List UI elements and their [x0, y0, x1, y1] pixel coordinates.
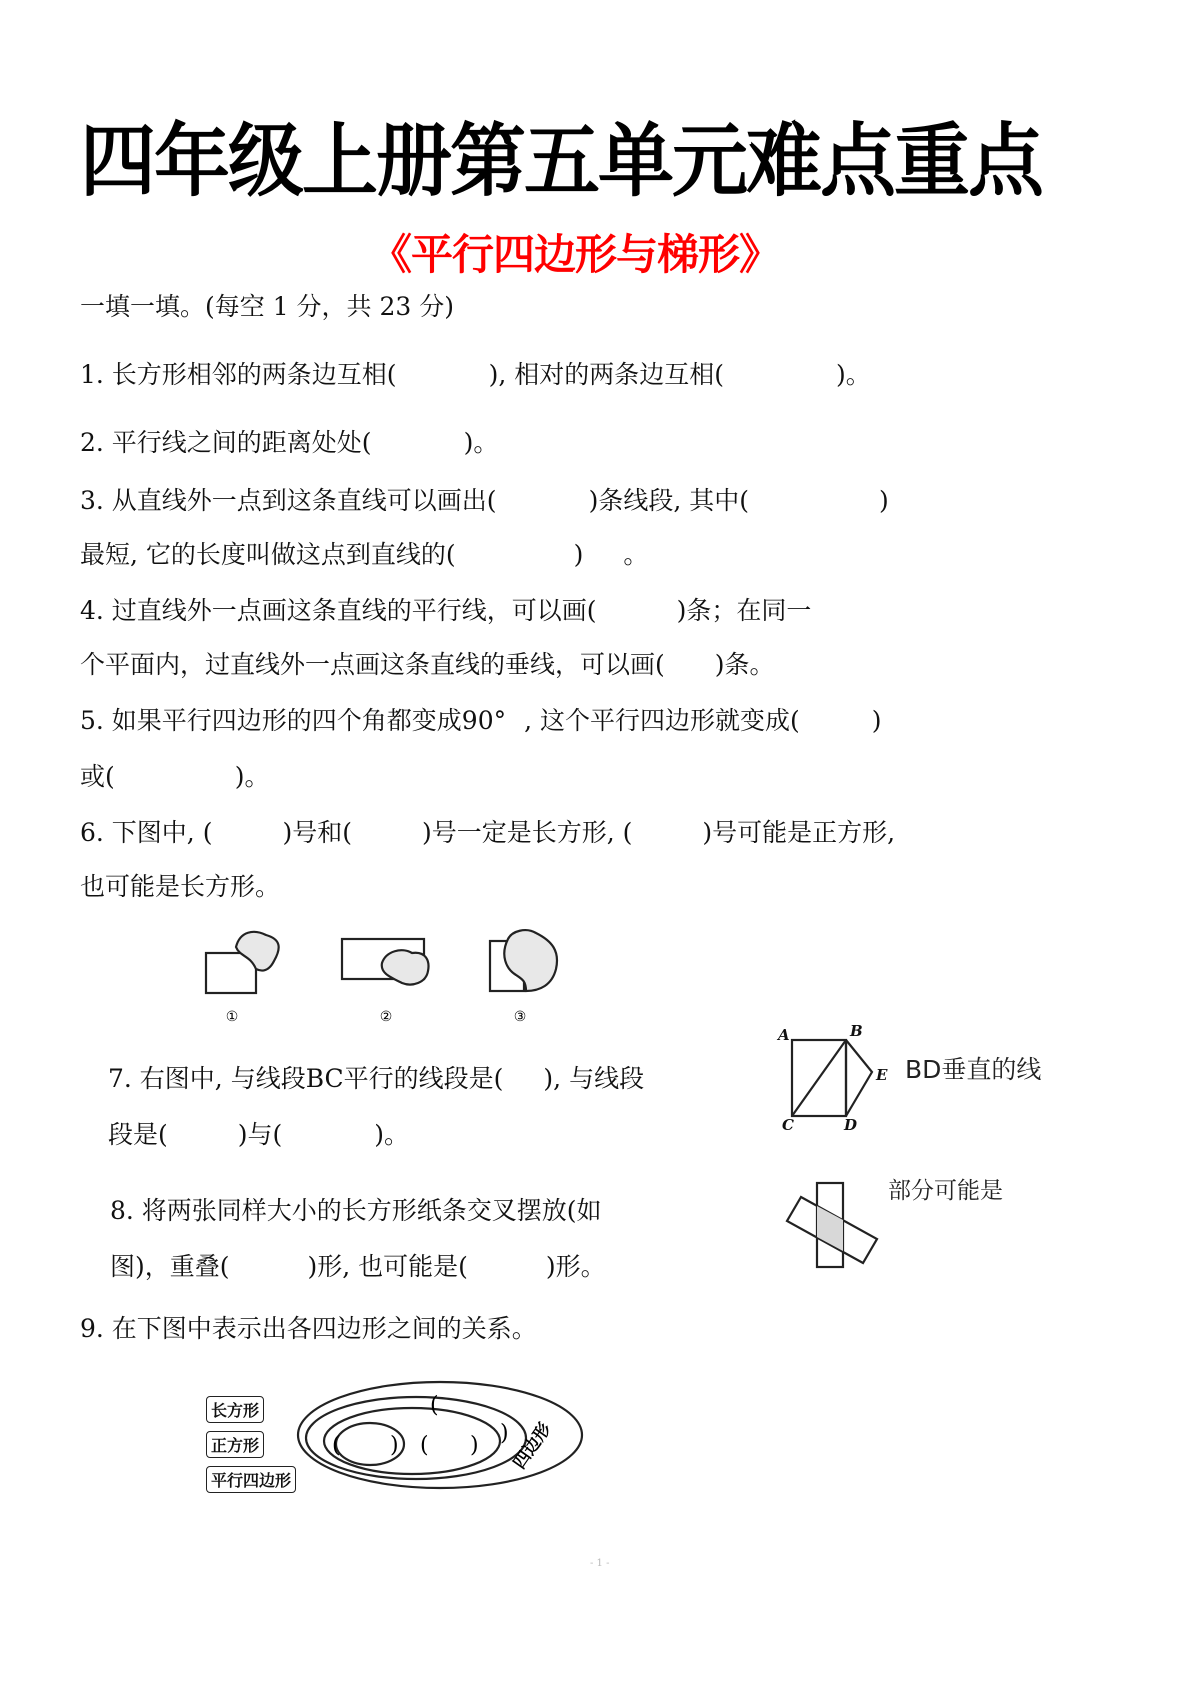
question-3-cont: [80, 540, 648, 570]
q5-text-a: 5. 如果平行四边形的四个角都变成90°: [80, 706, 507, 735]
figure-1-label: ①: [225, 1009, 239, 1025]
question-8: 8. 将两张同样大小的长方形纸条交叉摆放(如: [110, 1196, 602, 1225]
point-b: B: [850, 1022, 863, 1040]
figure-2: [342, 939, 428, 1025]
q9-venn-diagram: [290, 1378, 590, 1498]
question-9: 9. 在下图中表示出各四边形之间的关系。: [80, 1314, 537, 1343]
question-5-cont: [80, 762, 270, 792]
figure-1: [206, 932, 279, 1025]
question-3: [80, 486, 889, 516]
question-6: [80, 818, 895, 848]
point-a: A: [778, 1026, 790, 1044]
point-d: D: [844, 1116, 858, 1134]
q2-text-b: )。: [463, 428, 499, 457]
question-2: [80, 428, 498, 458]
q7-text-b: ), 与线段: [543, 1064, 645, 1093]
q8-note: 部分可能是: [888, 1178, 1003, 1204]
q1-text-a: 1. 长方形相邻的两条边互相(: [80, 360, 397, 389]
q8-figure: [785, 1175, 895, 1275]
figure-3: [490, 930, 557, 1025]
svg-text:): ): [500, 1421, 509, 1446]
section-heading: 一填一填。(每空 1 分，共 23 分): [80, 292, 455, 321]
q7-text-e: )。: [374, 1120, 410, 1149]
bracket-parallelogram: (: [430, 1393, 439, 1418]
q3-text-a: 3. 从直线外一点到这条直线可以画出(: [80, 486, 497, 515]
q6-figure: [190, 925, 590, 1025]
figure-3-label: ③: [513, 1009, 527, 1025]
figure-2-label: ②: [379, 1009, 393, 1025]
q7-note: BD垂直的线: [905, 1055, 1042, 1084]
q5-text-e: )。: [234, 762, 270, 791]
question-7-cont: [108, 1120, 409, 1150]
q2-text-a: 2. 平行线之间的距离处处(: [80, 428, 372, 457]
question-7: [108, 1064, 644, 1094]
q3-text-b: )条线段, 其中(: [588, 486, 749, 515]
question-8-cont: [110, 1252, 606, 1282]
question-5: [80, 706, 882, 736]
question-4: [80, 596, 811, 626]
point-c: C: [782, 1116, 794, 1134]
bracket-rectangle: (: [420, 1433, 429, 1458]
svg-text:): ): [390, 1433, 399, 1458]
q3-text-d: 最短, 它的长度叫做这点到直线的(: [80, 540, 456, 569]
q4-text-c: 个平面内，过直线外一点画这条直线的垂线，可以画(: [80, 650, 665, 679]
q8-text-d: )形。: [545, 1252, 606, 1281]
q7-text-a: 7. 右图中, 与线段BC平行的线段是(: [108, 1064, 504, 1093]
q8-text-b: 图)，重叠(: [110, 1252, 230, 1281]
point-e: E: [876, 1066, 888, 1084]
q6-text-a: 6. 下图中, (: [80, 818, 213, 847]
svg-text:): ): [470, 1433, 479, 1458]
q6-text-d: )号可能是正方形,: [702, 818, 896, 847]
q7-text-d: )与(: [237, 1120, 283, 1149]
page-subtitle: 《平行四边形与梯形》: [370, 230, 781, 279]
question-1: [80, 360, 871, 390]
tag-parallelogram: 平行四边形: [206, 1466, 296, 1493]
question-4-cont: [80, 650, 775, 680]
q4-text-a: 4. 过直线外一点画这条直线的平行线，可以画(: [80, 596, 597, 625]
q1-text-c: )。: [835, 360, 871, 389]
q3-text-c: ): [878, 486, 889, 515]
q6-text-b: )号和(: [282, 818, 352, 847]
tag-square: 正方形: [206, 1431, 264, 1458]
q3-text-e: ): [573, 540, 584, 569]
page-title: 四年级上册第五单元难点重点: [80, 114, 1042, 208]
q4-text-b: )条；在同一: [676, 596, 812, 625]
bracket-square: (: [332, 1433, 341, 1458]
q1-text-b: ), 相对的两条边互相(: [488, 360, 724, 389]
label-quadrilateral: 四边形: [509, 1419, 556, 1473]
q7-figure: [776, 1024, 896, 1134]
tag-rectangle: 长方形: [206, 1396, 264, 1423]
q5-text-d: 或(: [80, 762, 115, 791]
q4-text-d: )条。: [714, 650, 775, 679]
q3-text-f: 。: [623, 540, 649, 569]
page-number: - 1 -: [590, 1558, 610, 1569]
q8-text-c: )形, 也可能是(: [307, 1252, 468, 1281]
q6-text-c: )号一定是长方形, (: [421, 818, 633, 847]
q5-text-c: ): [871, 706, 882, 735]
q7-text-c: 段是(: [108, 1120, 168, 1149]
question-6-cont: 也可能是长方形。: [80, 872, 281, 901]
q5-text-b: , 这个平行四边形就变成(: [524, 706, 800, 735]
